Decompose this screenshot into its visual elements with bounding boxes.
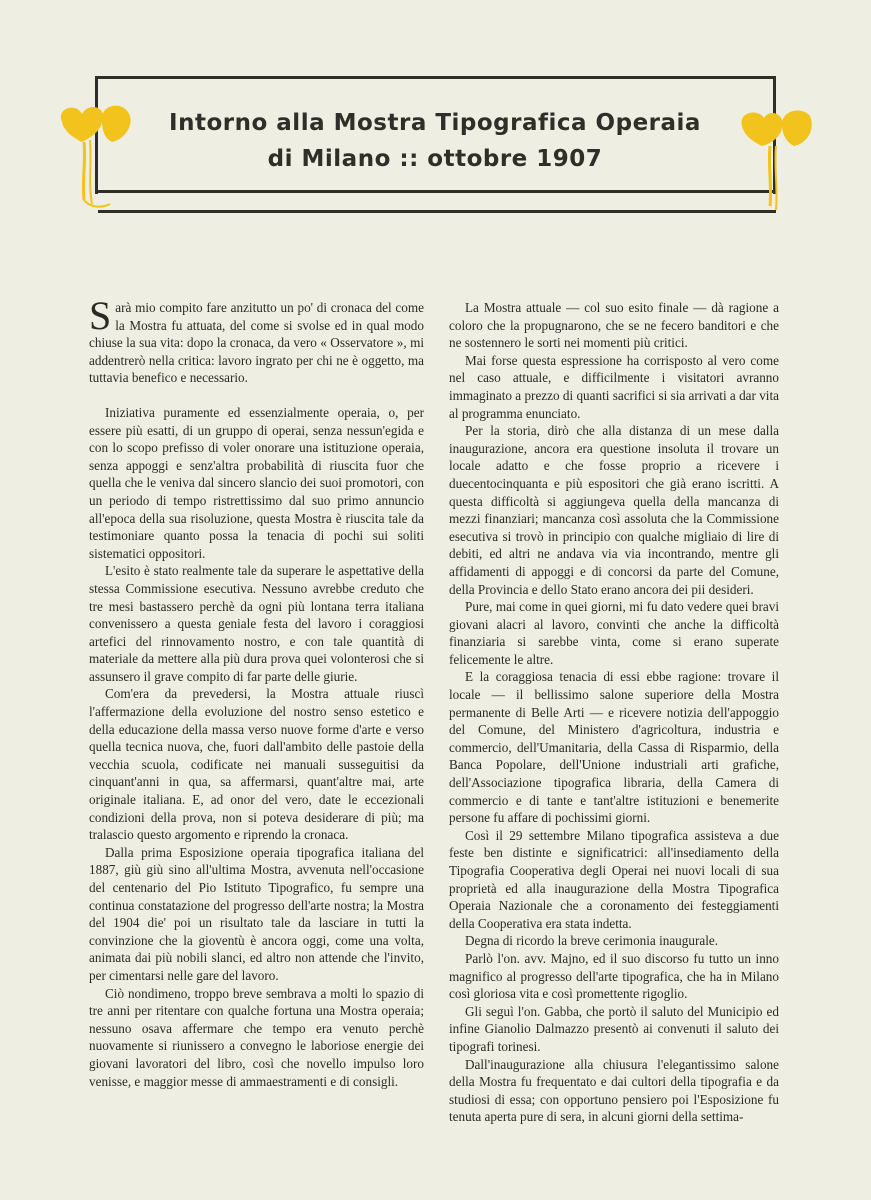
paragraph: Ciò nondimeno, troppo breve sembrava a molti lo spazio di tre anni per ritentare con qualche fortuna una Mostra operaia; nessuno osava affermare che tempo era venuto perchè nuovamente si riunissero a convegno le laboriose energie dei giovani lavoratori del libro, così che novello impulso loro venisse, e maggior messe di ammaestramenti e di consigli. bbox=[89, 985, 424, 1089]
article-title-line-1: Intorno alla Mostra Tipografica Operaia bbox=[169, 110, 701, 136]
paragraph: Parlò l'on. avv. Majno, ed il suo discorso fu tutto un inno magnifico al progresso dell'arte tipografica, che ha in Milano così gloriosa vita e così promettente rigoglio. bbox=[449, 950, 779, 1002]
paragraph: Com'era da prevedersi, la Mostra attuale riuscì l'affermazione della evoluzione del nostro senso estetico e della educazione della massa verso nuove forme d'arte e verso quella tecnica nuova, che, fuori dall'ambito delle pastoie della vecchia scuola, codificate nei manuali susseguitisi da cinquant'anni in qua, sa affermarsi, quant'altre mai, arte originale italiana. E, ad onor del vero, date le eccezionali condizioni della prova, non si poteva desiderare di più; ma tralascio questo argomento e riprendo la cronaca. bbox=[89, 686, 424, 843]
paragraph: E la coraggiosa tenacia di essi ebbe ragione: trovare il locale — il bellissimo salone superiore della Mostra permanente di Belle Arti — e ricevere notizia dell'appoggio del Comune, del Ministero d'agricoltura, industria e commercio, dell'Umanitaria, della Cassa di Risparmio, della Banca Popolare, dell'Unione industriali arti grafiche, dell'Associazione tipografica libraria, della Camera di commercio e di tante e tant'altre istituzioni e benemerite persone fu affare di pochissimi giorni. bbox=[449, 669, 779, 826]
paragraph: Pure, mai come in quei giorni, mi fu dato vedere quei bravi giovani alacri al lavoro, convinti che anche la difficoltà finanziaria si sarebbe vinta, come si erano superate felicemente le altre. bbox=[449, 599, 779, 667]
header-frame-middle-rule bbox=[98, 190, 776, 193]
paragraph: L'esito è stato realmente tale da superare le aspettative della stessa Commissione esecutiva. Nessuno avrebbe creduto che tre mesi bastassero perchè da ogni più lontana terra italiana convenissero a questa geniale festa del lavoro i coraggiosi artefici del rinnovamento nostro, e con tale quantità di materiale da mettere alla più dura prova quei volonterosi che si assunsero il grave compito di far parte delle giurie. bbox=[89, 563, 424, 684]
paragraph: Degna di ricordo la breve cerimonia inaugurale. bbox=[465, 933, 719, 949]
header-frame-bottom-rule bbox=[98, 210, 776, 213]
paragraph: Sarà mio compito fare anzitutto un po' di cronaca del come la Mostra fu attuata, del come si svolse ed in qual modo chiuse la sua vita: dopo la cronaca, da vero « Osservatore », mi addentrerò nella critica: lavoro ingrato per chi ne è oggetto, ma tuttavia benefico e necessario. bbox=[89, 293, 424, 386]
drop-cap: S bbox=[89, 293, 112, 338]
paragraph: Gli seguì l'on. Gabba, che portò il saluto del Municipio ed infine Gianolio Dalmazzo presentò ai convenuti il saluto dei tipografi torinesi. bbox=[449, 1003, 779, 1054]
left-text-column bbox=[89, 293, 424, 1090]
article-title-line-2: di Milano :: ottobre 1907 bbox=[267, 146, 603, 172]
right-text-column bbox=[449, 299, 779, 1126]
paragraph: Così il 29 settembre Milano tipografica assisteva a due feste ben distinte e significatrici: all'insediamento della Tipografia Cooperativa degli Operai nei nuovi locali di sua proprietà ed alla inaugurazione della Mostra Tipografica Operaia Nazionale che a coronamento dei festeggiamenti della Cooperativa era stata indetta. bbox=[449, 827, 779, 931]
paragraph: Iniziativa puramente ed essenzialmente operaia, o, per essere più esatti, di un gruppo di operai, senza nessun'egida e con lo scopo prefisso di voler onorare una istituzione operaia, senza appoggi e senz'altra probabilità di riuscita fuor che quella che le veniva dal sincero slancio dei suoi promotori, con un periodo di tempo ristrettissimo dal suo primo annuncio all'epoca della sua risoluzione, questa Mostra è riuscita tale da testimoniare quanto possa la tenacia di pochi sui soliti sistematici oppositori. bbox=[89, 404, 424, 561]
paragraph: Per la storia, dirò che alla distanza di un mese dalla inaugurazione, ancora era questione insoluta il trovare un locale adatto e che fosse proprio a ricevere i duecentocinquanta e più espositori che già erano iscritti. A questa difficoltà si aggiungeva quella della mancanza di mezzi finanziari; mancanza così assoluta che la Commissione esecutiva si trovò in principio con qualche migliaio di lire di debiti, ed altri ne andava via via incontrando, mentre gli affidamenti di appoggi e di concorsi da parte del Comune, della Provincia e dello Stato erano ancora dei pii desideri. bbox=[449, 423, 779, 597]
paragraph: Mai forse questa espressione ha corrisposto al vero come nel caso attuale, e difficilmente i visitatori avranno immaginato a prezzo di quanti sacrifici si sia arrivati a dar vita al programma enunciato. bbox=[449, 352, 779, 421]
header-frame-top-rule bbox=[95, 76, 776, 79]
paragraph: La Mostra attuale — col suo esito finale — dà ragione a coloro che la propugnarono, che se ne fecero banditori e che ne sostennero le sorti nei momenti più critici. bbox=[449, 300, 779, 351]
paragraph: Dalla prima Esposizione operaia tipografica italiana del 1887, giù giù sino all'ultima Mostra, avvenuta nell'occasione del centenario del Pio Istituto Tipografico, fu sempre una continua constatazione del progresso dell'arte nostra; la Mostra del 1904 die' poi un risultato tale da lasciare in tutti la convinzione che la gioventù è ancora oggi, come una volta, animata dai più nobili slanci, ed altro non attende che l'invito, per cimentarsi nelle gare del lavoro. bbox=[89, 844, 424, 983]
paragraph: Dall'inaugurazione alla chiusura l'elegantissimo salone della Mostra fu frequentato e dai cultori della tipografia e da studiosi di essa; con opportuno pensiero poi l'Esposizione fu tenuta aperta pure di sera, in alcuni giorni della settima- bbox=[449, 1056, 779, 1125]
